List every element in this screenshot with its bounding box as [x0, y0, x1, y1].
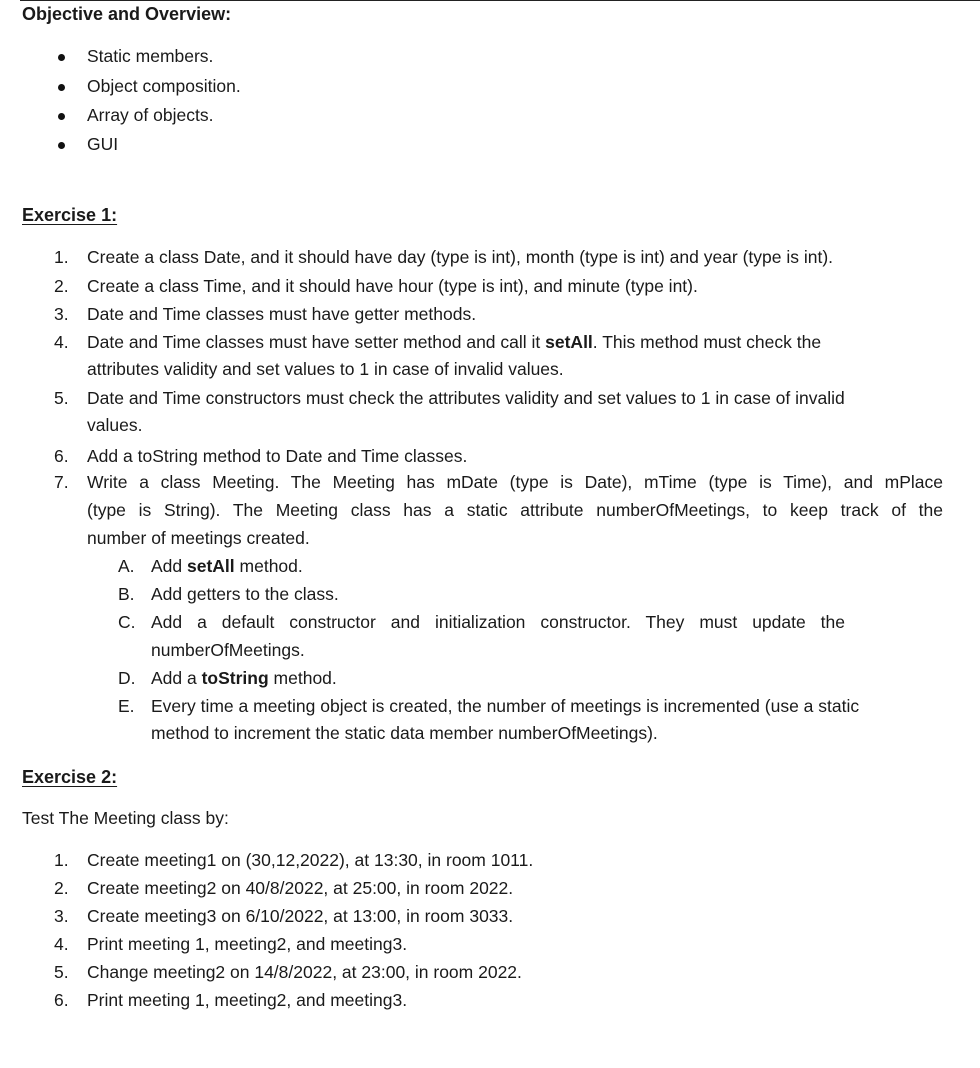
list-number: 2. — [54, 878, 69, 898]
setall-keyword: setAll — [545, 332, 593, 352]
top-rule — [20, 0, 980, 1]
exercise2-item-6: Print meeting 1, meeting2, and meeting3. — [87, 990, 408, 1010]
list-letter: A. — [118, 556, 135, 576]
list-number: 1. — [54, 247, 69, 267]
subitem-c-line-2: numberOfMeetings. — [151, 640, 305, 660]
setall-keyword: setAll — [187, 556, 235, 576]
exercise1-item-4-line-2: attributes validity and set values to 1 in case of invalid values. — [87, 359, 564, 379]
list-letter: D. — [118, 668, 136, 688]
list-letter: B. — [118, 584, 135, 604]
list-number: 4. — [54, 332, 69, 352]
subitem-a — [151, 556, 303, 577]
exercise1-heading: Exercise 1: — [22, 205, 118, 225]
list-letter: C. — [118, 612, 136, 632]
overview-heading: Objective and Overview: — [22, 4, 232, 24]
subitem-a-post: method. — [234, 556, 303, 576]
list-number: 3. — [54, 304, 69, 324]
exercise2-item-1: Create meeting1 on (30,12,2022), at 13:30, in room 1011. — [87, 850, 534, 870]
subitem-d-pre: Add a — [151, 668, 202, 688]
list-letter: E. — [118, 696, 135, 716]
exercise1-item-3: Date and Time classes must have getter methods. — [87, 304, 477, 324]
list-number: 5. — [54, 388, 69, 408]
list-number: 7. — [54, 472, 69, 492]
item-4-text-pre: Date and Time classes must have setter method and call it — [87, 332, 546, 352]
exercise1-item-5-line-2: values. — [87, 415, 143, 435]
tostring-keyword: toString — [201, 668, 269, 688]
exercise1-item-5-line-1: Date and Time constructors must check the attributes validity and set values to 1 in case of invalid — [87, 388, 845, 408]
subitem-b: Add getters to the class. — [151, 584, 339, 604]
subitem-d-post: method. — [268, 668, 337, 688]
item-4-text-post: . This method must check the — [592, 332, 822, 352]
overview-bullet-2: Object composition. — [87, 76, 241, 96]
bullet-icon — [58, 113, 65, 120]
exercise2-item-3: Create meeting3 on 6/10/2022, at 13:00, in room 3033. — [87, 906, 514, 926]
list-number: 2. — [54, 276, 69, 296]
exercise2-intro: Test The Meeting class by: — [22, 808, 229, 828]
bullet-icon — [58, 54, 65, 61]
subitem-a-pre: Add — [151, 556, 187, 576]
overview-bullet-3: Array of objects. — [87, 105, 214, 125]
exercise1-item-7-line-3: number of meetings created. — [87, 528, 310, 548]
list-number: 1. — [54, 850, 69, 870]
exercise1-item-7-line-2: (type is String). The Meeting class has a static attribute numberOfMeetings, to keep track of the — [87, 500, 943, 520]
list-number: 5. — [54, 962, 69, 982]
exercise2-item-2: Create meeting2 on 40/8/2022, at 25:00, in room 2022. — [87, 878, 514, 898]
exercise1-item-4-line-1 — [87, 332, 821, 353]
subitem-e-line-2: method to increment the static data member numberOfMeetings). — [151, 723, 658, 743]
exercise2-item-5: Change meeting2 on 14/8/2022, at 23:00, in room 2022. — [87, 962, 522, 982]
exercise1-item-2: Create a class Time, and it should have hour (type is int), and minute (type int). — [87, 276, 698, 296]
exercise2-item-4: Print meeting 1, meeting2, and meeting3. — [87, 934, 408, 954]
exercise1-item-6: Add a toString method to Date and Time classes. — [87, 446, 468, 466]
list-number: 4. — [54, 934, 69, 954]
exercise1-item-1: Create a class Date, and it should have day (type is int), month (type is int) and year (type is int). — [87, 247, 834, 267]
subitem-d — [151, 668, 337, 689]
exercise2-heading: Exercise 2: — [22, 767, 118, 787]
list-number: 6. — [54, 446, 69, 466]
bullet-icon — [58, 142, 65, 149]
bullet-icon — [58, 84, 65, 91]
overview-bullet-4: GUI — [87, 134, 119, 154]
overview-bullet-1: Static members. — [87, 46, 214, 66]
exercise1-item-7-line-1: Write a class Meeting. The Meeting has mDate (type is Date), mTime (type is Time), and mPlace — [87, 472, 943, 492]
subitem-c-line-1: Add a default constructor and initialization constructor. They must update the — [151, 612, 845, 632]
list-number: 6. — [54, 990, 69, 1010]
list-number: 3. — [54, 906, 69, 926]
subitem-e-line-1: Every time a meeting object is created, the number of meetings is incremented (use a static — [151, 696, 860, 716]
